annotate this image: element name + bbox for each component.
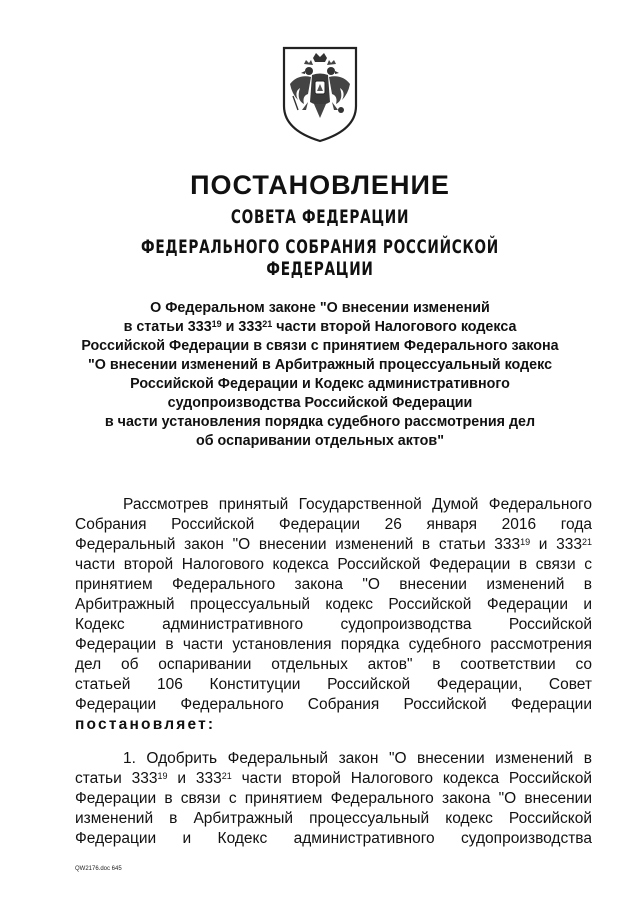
paragraph-line: части второй Налогового кодекса Российской Федерации в связи с: [75, 556, 592, 573]
body-paragraph-2: [75, 749, 592, 849]
paragraph-line: 1. Одобрить Федеральный закон "О внесении изменений в: [123, 750, 592, 767]
paragraph-line: Федерации Федерального Собрания Российской Федерации: [75, 696, 592, 713]
document-title: ПОСТАНОВЛЕНИЕ: [190, 170, 450, 200]
paragraph-line: Арбитражный процессуальный кодекс Российской Федерации и: [75, 596, 592, 613]
subject-line: судопроизводства Российской Федерации: [167, 395, 473, 411]
paragraph-line: принятием Федерального закона "О внесении изменений в: [75, 576, 592, 593]
issuer-line-2: ФЕДЕРАЛЬНОГО СОБРАНИЯ РОССИЙСКОЙ ФЕДЕРАЦИИ: [141, 236, 499, 280]
file-reference: QW2176.doc 645: [75, 866, 122, 872]
paragraph-line: Федерации и Кодекс административного судопроизводства: [75, 830, 592, 847]
paragraph-line: статьей 106 Конституции Российской Федерации, Совет: [75, 676, 592, 693]
paragraph-line: Кодекс административного судопроизводства Российской: [75, 616, 592, 633]
resolves-keyword: постановляет:: [75, 716, 216, 733]
coat-of-arms-icon: [278, 44, 362, 144]
subject-line: об оспаривании отдельных актов": [196, 433, 444, 449]
body-paragraph-1: [75, 495, 592, 735]
subject-line: О Федеральном законе "О внесении изменений: [150, 300, 490, 316]
paragraph-line: дел об оспаривании отдельных актов" в соответствии со: [75, 656, 592, 673]
paragraph-line: Федерации в части установления порядка судебного рассмотрения: [75, 636, 592, 653]
document-subject: [60, 299, 580, 451]
issuer-line-1: СОВЕТА ФЕДЕРАЦИИ: [230, 206, 410, 228]
paragraph-line: Собрания Российской Федерации 26 января 2016 года: [75, 516, 592, 533]
subject-line: "О внесении изменений в Арбитражный процессуальный кодекс: [87, 357, 553, 373]
subject-line: Российской Федерации в связи с принятием Федерального закона: [81, 338, 559, 354]
subject-line: в статьи $333^{19}$ и $333^{21}$ части второй Налогового кодекса: [123, 319, 517, 335]
paragraph-line: Федерации в связи с принятием Федерального закона "О внесении: [75, 790, 592, 807]
subject-line: в части установления порядка судебного рассмотрения дел: [104, 414, 536, 430]
paragraph-line: Федеральный закон "О внесении изменений в статьи $333^{19}$ и $333^{21}$: [75, 536, 592, 553]
subject-line: Российской Федерации и Кодекс административного: [130, 376, 510, 392]
paragraph-line: статьи $333^{19}$ и $333^{21}$ части второй Налогового кодекса Российской: [75, 770, 592, 787]
paragraph-line: Рассмотрев принятый Государственной Думой Федерального: [123, 496, 592, 513]
paragraph-line: изменений в Арбитражный процессуальный кодекс Российской: [75, 810, 592, 827]
